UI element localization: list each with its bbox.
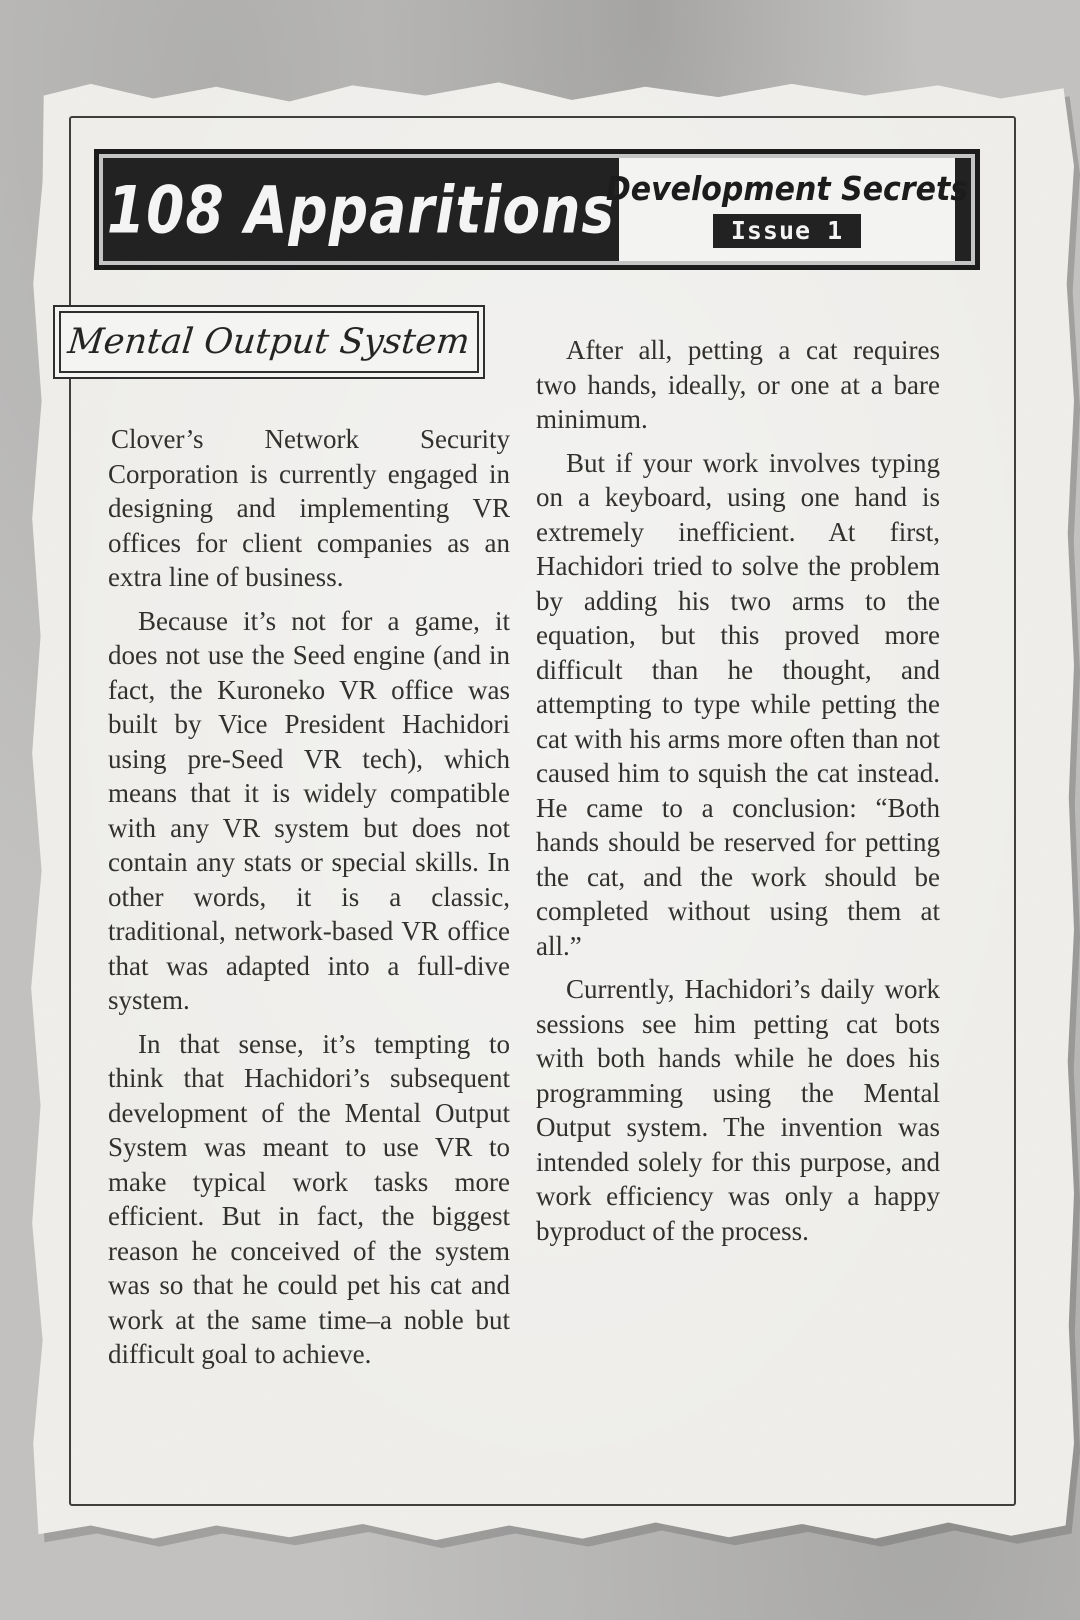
article-paragraph: But if your work involves typing on a keyboard, using one hand is extremely inefficient. At first, Hachidori tried to solve the problem by adding his two arms to the equation, but this proved more difficult than he thought, and attempting to type while petting the cat with his arms more often than not caused him to squish the cat instead. He came to a conclusion: “Both hands should be reserved for petting the cat, and the work should be completed without using them at all.” bbox=[536, 447, 940, 961]
article-column-right bbox=[536, 333, 940, 1257]
issue-badge: Issue 1 bbox=[713, 214, 861, 248]
section-title-box-inner bbox=[59, 311, 479, 373]
subtitle-panel bbox=[605, 158, 969, 261]
section-title: Mental Output System bbox=[66, 322, 472, 362]
article-paragraph: Clover’s Network Security Corporation is currently engaged in designing and implementing VR offices for client companies as an extra line of business. bbox=[108, 424, 510, 592]
section-title-box bbox=[53, 305, 485, 379]
feature-subtitle: Development Secrets bbox=[605, 169, 969, 209]
article-column-left bbox=[108, 422, 510, 1381]
article-paragraph: In that sense, it’s tempting to think that Hachidori’s subsequent development of the Mental Output System was meant to use VR to make typical work tasks more efficient. But in fact, the biggest reason he conceived of the system was so that he could pet his cat and work at the same time–a noble but difficult goal to achieve. bbox=[108, 1028, 510, 1369]
series-title: 108 Apparitions bbox=[106, 171, 616, 248]
masthead-inner bbox=[103, 158, 971, 261]
masthead-banner bbox=[94, 149, 980, 270]
article-paragraph: After all, petting a cat requires two hands, ideally, or one at a bare minimum. bbox=[536, 335, 940, 434]
article-paragraph: Currently, Hachidori’s daily work sessions see him petting cat bots with both hands while he does his programming using the Mental Output system. The invention was intended solely for this purpose, and work efficiency was only a happy byproduct of the process. bbox=[536, 974, 940, 1246]
article-paragraph: Because it’s not for a game, it does not use the Seed engine (and in fact, the Kuroneko VR office was built by Vice President Hachidori using pre-Seed VR tech), which means that it is widely compatible with any VR system but does not contain any stats or special skills. In other words, it is a classic, traditional, network-based VR office that was adapted into a full-dive system. bbox=[108, 605, 510, 1015]
series-title-panel bbox=[103, 158, 619, 261]
